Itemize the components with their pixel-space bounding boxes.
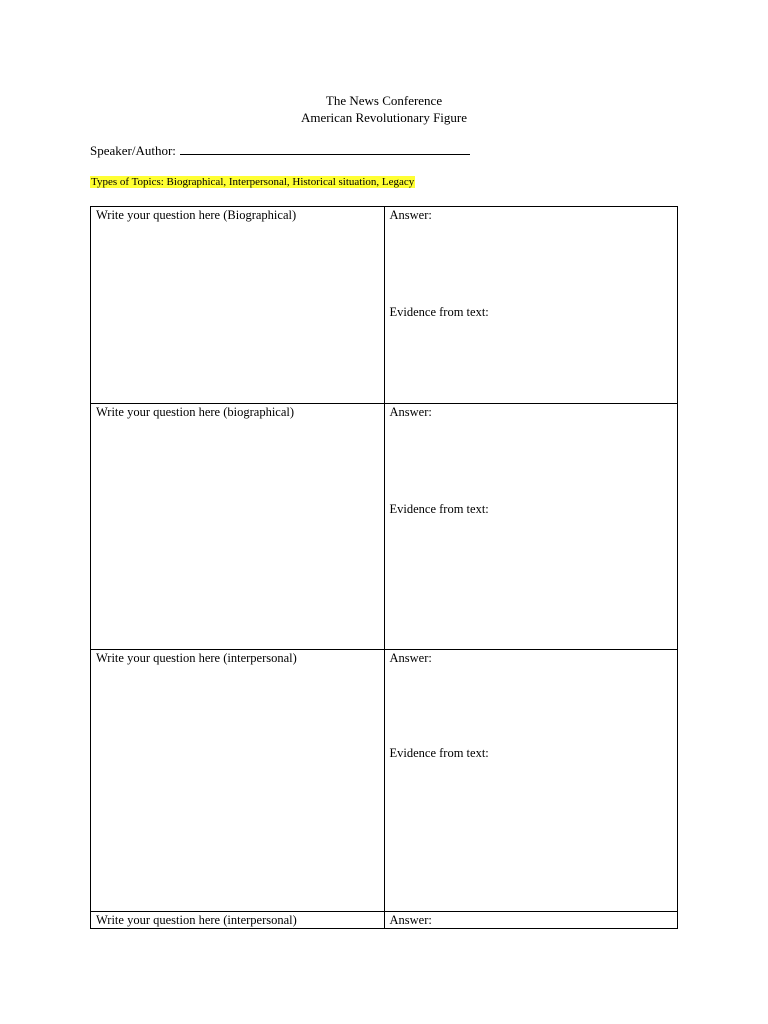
table-row	[91, 404, 678, 650]
speaker-author-label: Speaker/Author:	[90, 143, 176, 158]
evidence-label: Evidence from text:	[389, 502, 489, 516]
question-prompt: Write your question here (Biographical)	[96, 208, 297, 222]
question-prompt: Write your question here (interpersonal)	[96, 913, 297, 927]
question-cell[interactable]	[91, 912, 385, 929]
speaker-author-row	[90, 143, 470, 159]
table-row	[91, 650, 678, 912]
answer-cell[interactable]	[384, 912, 678, 929]
question-cell[interactable]	[91, 650, 385, 912]
question-answer-table	[90, 206, 678, 929]
document-subtitle: American Revolutionary Figure	[300, 110, 468, 125]
answer-label: Answer:	[389, 913, 432, 927]
evidence-label: Evidence from text:	[389, 305, 489, 319]
question-cell[interactable]	[91, 207, 385, 404]
table-row	[91, 207, 678, 404]
answer-cell[interactable]	[384, 207, 678, 404]
answer-cell[interactable]	[384, 404, 678, 650]
answer-label: Answer:	[389, 651, 432, 665]
topics-note	[90, 175, 415, 190]
document-title: The News Conference	[325, 93, 443, 108]
question-prompt: Write your question here (biographical)	[96, 405, 295, 419]
question-cell[interactable]	[91, 404, 385, 650]
table-row	[91, 912, 678, 929]
topics-highlighted-text: Types of Topics: Biographical, Interpersonal, Historical situation, Legacy	[91, 176, 415, 188]
answer-label: Answer:	[389, 208, 432, 222]
question-prompt: Write your question here (interpersonal)	[96, 651, 297, 665]
answer-label: Answer:	[389, 405, 432, 419]
answer-cell[interactable]	[384, 650, 678, 912]
evidence-label: Evidence from text:	[389, 746, 489, 760]
speaker-author-blank-line[interactable]	[180, 143, 470, 155]
